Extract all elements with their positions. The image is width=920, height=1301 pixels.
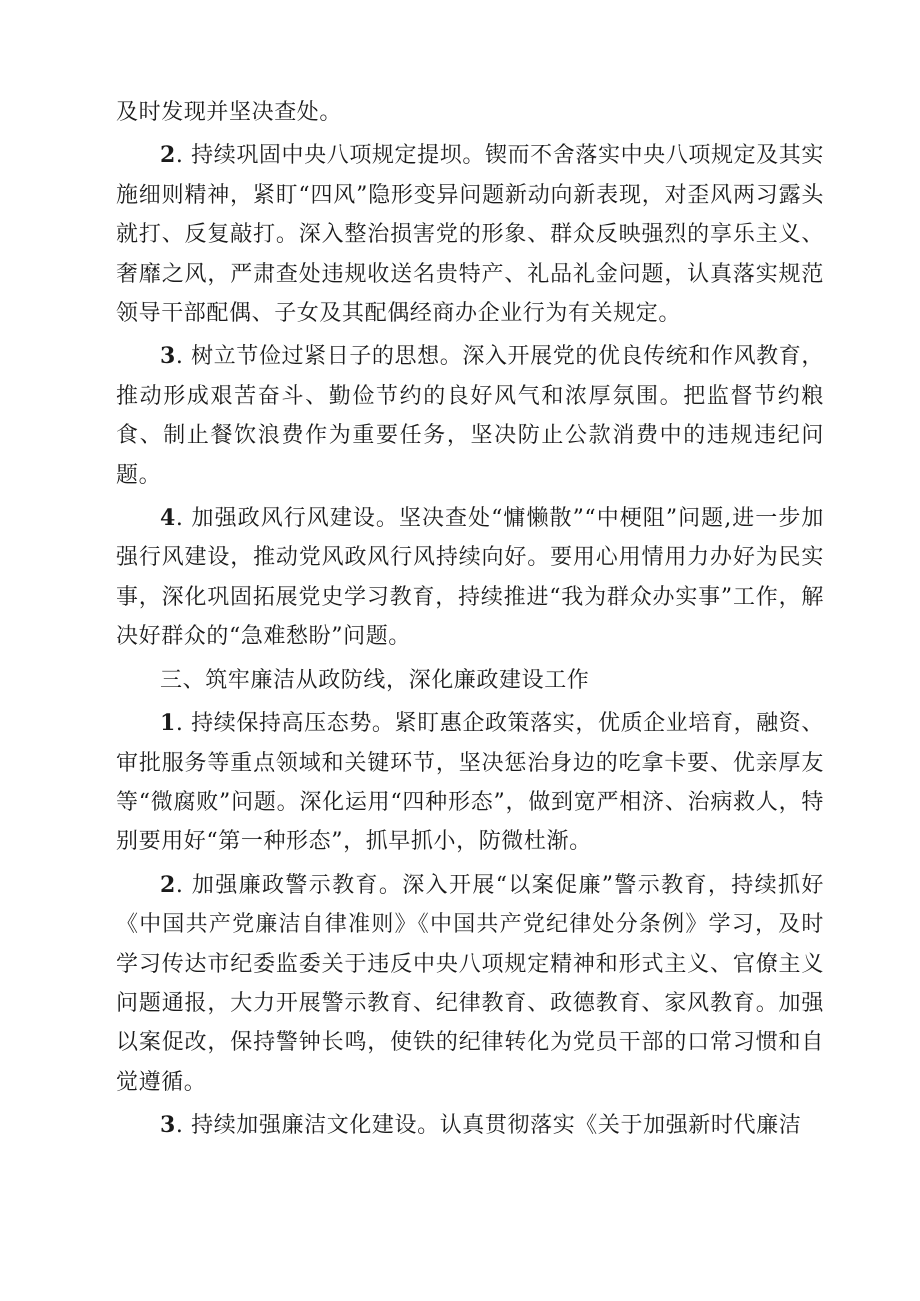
paragraph-text: . 加强政风行风建设。坚决查处“慵懒散”“中梗阻”问题,进一步加强行风建设，推动党风政风行风持续向好。要用心用情用力办好为民实事，深化巩固拓展党史学习教育，持续推进“我为群众办实事”工作，解决好群众的“急难愁盼”问题。 bbox=[116, 506, 824, 650]
paragraph-continuation bbox=[116, 93, 824, 132]
item-number: 1 bbox=[160, 710, 176, 737]
paragraph-text: . 持续巩固中央八项规定提坝。锲而不舍落实中央八项规定及其实施细则精神，紧盯“四风”隐形变异问题新动向新表现，对歪风两习露头就打、反复敲打。深入整治损害党的形象、群众反映强烈的享乐主义、奢靡之风，严肃查处违规收送名贵特产、礼品礼金问题，认真落实规范领导干部配偶、子女及其配偶经商办企业行为有关规定。 bbox=[116, 143, 824, 327]
paragraph-item-2 bbox=[116, 136, 824, 333]
paragraph-text: 及时发现并坚决查处。 bbox=[116, 100, 343, 125]
paragraph-item-3 bbox=[116, 1106, 824, 1145]
item-number: 2 bbox=[160, 142, 176, 169]
paragraph-text: . 加强廉政警示教育。深入开展“以案促廉”警示教育，持续抓好《中国共产党廉洁自律准则》《中国共产党纪律处分条例》学习，及时学习传达市纪委监委关于违反中央八项规定精神和形式主义、官僚主义问题通报，大力开展警示教育、纪律教育、政德教育、家风教育。加强以案促改，保持警钟长鸣，使铁的纪律转化为党员干部的口常习惯和自觉遵循。 bbox=[116, 872, 824, 1095]
item-number: 2 bbox=[160, 871, 176, 898]
paragraph-text: . 持续加强廉洁文化建设。认真贯彻落实《关于加强新时代廉洁 bbox=[175, 1113, 802, 1139]
paragraph-text: . 持续保持高压态势。紧盯惠企政策落实，优质企业培育，融资、审批服务等重点领域和关键环节，坚决惩治身边的吃拿卡要、优亲厚友等“微腐败”问题。深化运用“四种形态”，做到宽严相济、治病救人，特别要用好“第一种形态”，抓早抓小，防微杜渐。 bbox=[116, 711, 824, 855]
section-heading: 三、筑牢廉洁从政防线，深化廉政建设工作 bbox=[160, 667, 590, 693]
item-number: 3 bbox=[160, 1112, 176, 1139]
paragraph-item-2 bbox=[116, 866, 824, 1102]
paragraph-item-3 bbox=[116, 337, 824, 495]
document-body bbox=[116, 93, 824, 1146]
paragraph-text: . 树立节俭过紧日子的思想。深入开展党的优良传统和作风教育，推动形成艰苦奋斗、勤俭节约的良好风气和浓厚氛围。把监督节约粮食、制止餐饮浪费作为重要任务，坚决防止公款消费中的违规违纪问题。 bbox=[116, 344, 824, 488]
paragraph-item-4 bbox=[116, 499, 824, 657]
paragraph-item-1 bbox=[116, 704, 824, 862]
item-number: 3 bbox=[160, 343, 176, 370]
item-number: 4 bbox=[160, 505, 176, 532]
